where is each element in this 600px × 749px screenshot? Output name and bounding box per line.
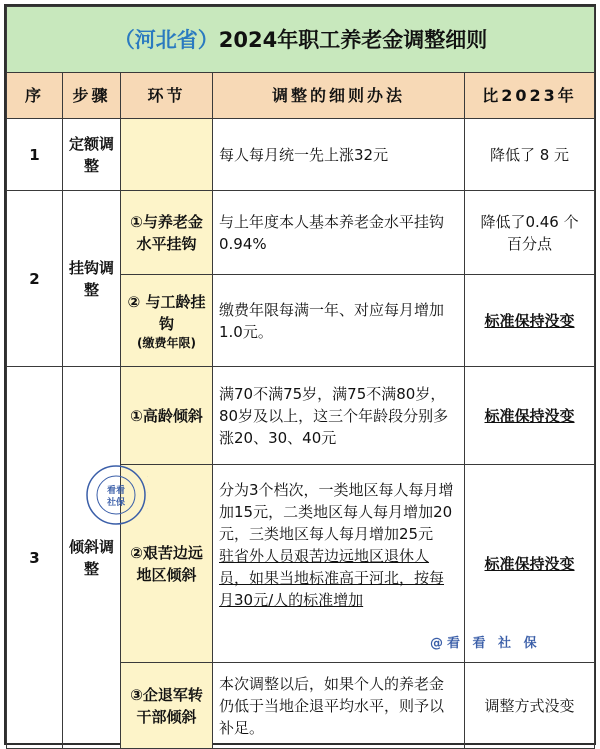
postmark-stamp-icon [84,463,148,527]
row-link-note: (缴费年限) [137,335,196,350]
row-step: 挂钩调整 [63,191,121,367]
table-title [7,7,595,73]
row-method-note: 驻省外人员艰苦边远地区退休人员，如果当地标准高于河北，按每月30元/人的标准增加 [219,547,445,609]
header-method: 调整的细则办法 [213,73,465,119]
title-row [7,7,595,73]
header-row [7,73,595,119]
row-link: ②艰苦边远地区倾斜 [121,465,213,663]
row-number: 1 [7,119,63,191]
row-method: 每人每月统一先上涨32元 [213,119,465,191]
row-compare: 降低了 8 元 [465,119,595,191]
row-compare: 标准保持没变 [465,275,595,367]
svg-text:看看: 看看 [106,486,126,496]
row-link [121,119,213,191]
row-step: 定额调整 [63,119,121,191]
table-row [7,367,595,465]
row-link: ①高龄倾斜 [121,367,213,465]
table-row [7,119,595,191]
row-method: 与上年度本人基本养老金水平挂钩 0.94% [213,191,465,275]
row-link: ③企退军转干部倾斜 [121,663,213,749]
header-link: 环节 [121,73,213,119]
row-compare: 调整方式没变 [465,663,595,749]
row-method-cell [213,465,465,663]
row-method: 本次调整以后，如果个人的养老金仍低于当地企退平均水平，则予以补足。 [213,663,465,749]
svg-text:社保: 社保 [106,498,126,508]
watermark-text: @看 看 社 保 [430,636,541,651]
row-compare: 标准保持没变 [465,465,595,663]
title-province: （河北省） [113,27,219,52]
row-method: 分为3个档次，一类地区每人每月增加15元，二类地区每人每月增加20元，三类地区每人每月增加25元 [219,481,454,543]
row-method: 缴费年限每满一年、对应每月增加 1.0元。 [213,275,465,367]
row-number: 2 [7,191,63,367]
row-compare: 标准保持没变 [465,367,595,465]
row-method: 满70不满75岁，满75不满80岁，80岁及以上，这三个年龄段分别多涨20、30、40元 [213,367,465,465]
row-number: 3 [7,367,63,749]
row-step: 倾斜调整 [63,367,121,749]
title-text: 2024年职工养老金调整细则 [218,27,488,52]
header-compare: 比2023年 [465,73,595,119]
row-link: ② 与工龄挂钩 [127,292,206,333]
row-link: ①与养老金水平挂钩 [121,191,213,275]
row-link-cell [121,275,213,367]
header-index: 序 [7,73,63,119]
row-compare: 降低了0.46 个 百分点 [465,191,595,275]
table-row [7,191,595,275]
header-step: 步骤 [63,73,121,119]
